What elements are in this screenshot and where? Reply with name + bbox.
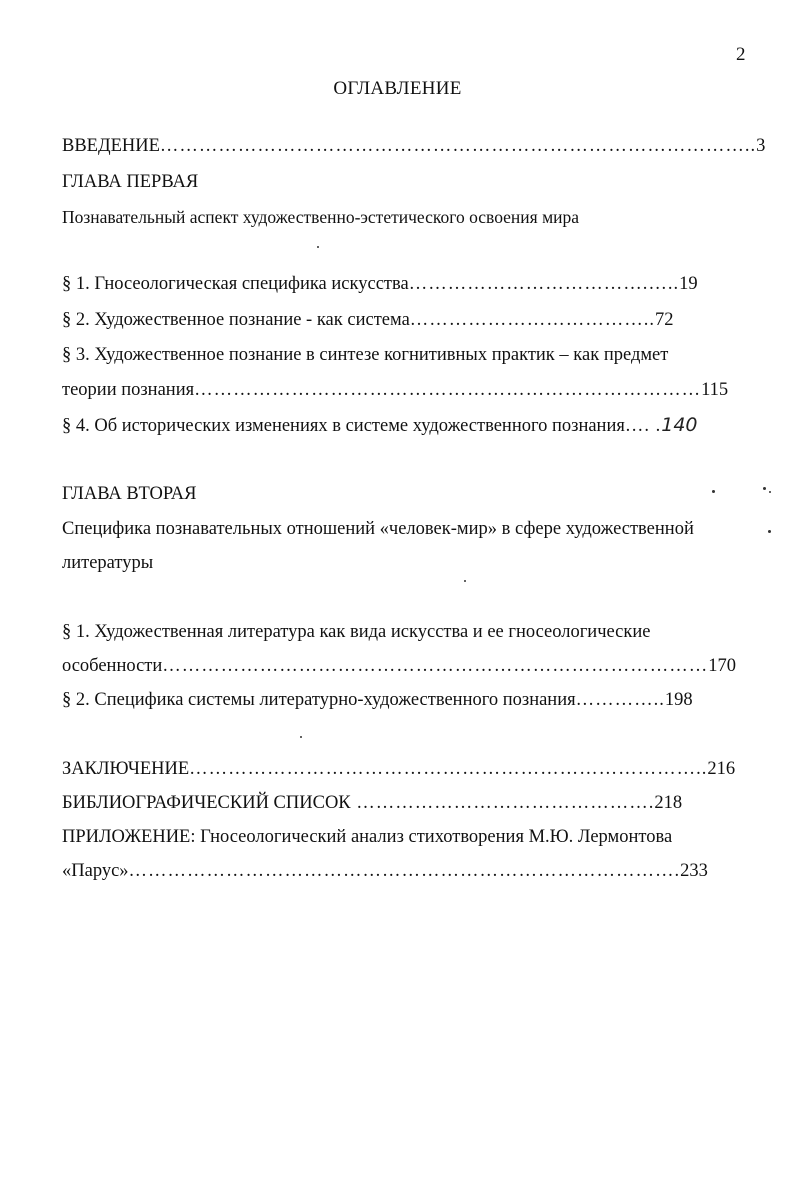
toc-entry-c1-s1: [62, 272, 698, 296]
scan-speck: [763, 487, 766, 490]
leader-dots: …………..: [575, 690, 665, 710]
leader-dots: ……………………………….…..: [408, 274, 680, 294]
entry-page: 115: [701, 380, 729, 400]
entry-page: 233: [680, 861, 708, 881]
entry-page: 198: [664, 690, 693, 710]
toc-entry-c2-s1-line2: [62, 654, 736, 678]
toc-title: ОГЛАВЛЕНИЕ: [333, 78, 462, 99]
leader-dots: ………………………………..: [409, 310, 656, 330]
toc-entry-conclusion: [62, 757, 735, 781]
entry-page: 19: [679, 274, 698, 294]
leader-dots: ………………………………………………………………………….: [128, 861, 681, 881]
toc-entry-c1-s4: [62, 413, 698, 438]
chapter-1-title: Познавательный аспект художественно-эстетического освоения мира: [62, 207, 580, 227]
toc-entry-bibliography: [62, 791, 682, 815]
leader-dots: ……………………………………………………………………: [194, 380, 702, 400]
toc-entry-appendix-line2: [62, 859, 708, 883]
scan-speck: [712, 490, 715, 493]
entry-text: БИБЛИОГРАФИЧЕСКИЙ СПИСОК: [62, 793, 351, 813]
toc-entry-c2-s2: [62, 688, 693, 712]
entry-page-handwritten: 140: [661, 414, 698, 436]
chapter-2-heading: ГЛАВА ВТОРАЯ: [62, 484, 197, 504]
scan-speck: [769, 491, 771, 493]
entry-text: ВВЕДЕНИЕ: [62, 136, 160, 156]
toc-entry-c1-s2: [62, 308, 674, 332]
page-number: 2: [736, 44, 746, 65]
entry-page: 216: [707, 759, 736, 779]
entry-text: особенности: [62, 656, 163, 676]
leader-dots: …………………………………………………………………………: [162, 656, 709, 676]
scan-speck: [317, 246, 319, 248]
chapter-2-title-line1: Специфика познавательных отношений «человек-мир» в сфере художественной: [62, 519, 694, 539]
leader-dots: ……………………………………………………………………..: [189, 759, 708, 779]
chapter-2-title-line2: литературы: [62, 553, 154, 573]
entry-text: «Парус»: [62, 861, 129, 881]
toc-entry-c1-s3-line1: § 3. Художественное познание в синтезе когнитивных практик – как предмет: [62, 345, 669, 365]
entry-page: 170: [708, 656, 737, 676]
toc-entry-appendix-line1: ПРИЛОЖЕНИЕ: Гносеологический анализ стихотворения М.Ю. Лермонтова: [62, 827, 673, 847]
entry-text: ЗАКЛЮЧЕНИЕ: [62, 759, 190, 779]
scan-speck: [464, 580, 466, 582]
scan-speck: [300, 736, 302, 738]
toc-entry-c2-s1-line1: § 1. Художественная литература как вида искусства и ее гносеологические: [62, 622, 651, 642]
entry-text: § 4. Об исторических изменениях в системе художественного познания: [62, 416, 625, 436]
entry-text: § 2. Специфика системы литературно-художественного познания: [62, 690, 576, 710]
scan-speck: [768, 530, 771, 533]
entry-text: теории познания: [62, 380, 195, 400]
entry-page: 72: [655, 310, 674, 330]
entry-page: 3: [756, 136, 766, 156]
leader-dots: ………………………………………………………………………………..: [159, 136, 757, 156]
leader-dots: …. .: [624, 416, 662, 436]
toc-entry-c1-s3-line2: [62, 378, 728, 402]
toc-entry-intro: [62, 134, 765, 158]
entry-page: 218: [654, 793, 683, 813]
chapter-1-heading: ГЛАВА ПЕРВАЯ: [62, 172, 199, 192]
entry-text: § 2. Художественное познание - как система: [62, 310, 410, 330]
leader-dots: ……………………………………….: [350, 793, 655, 813]
entry-text: § 1. Гносеологическая специфика искусства: [62, 274, 409, 294]
